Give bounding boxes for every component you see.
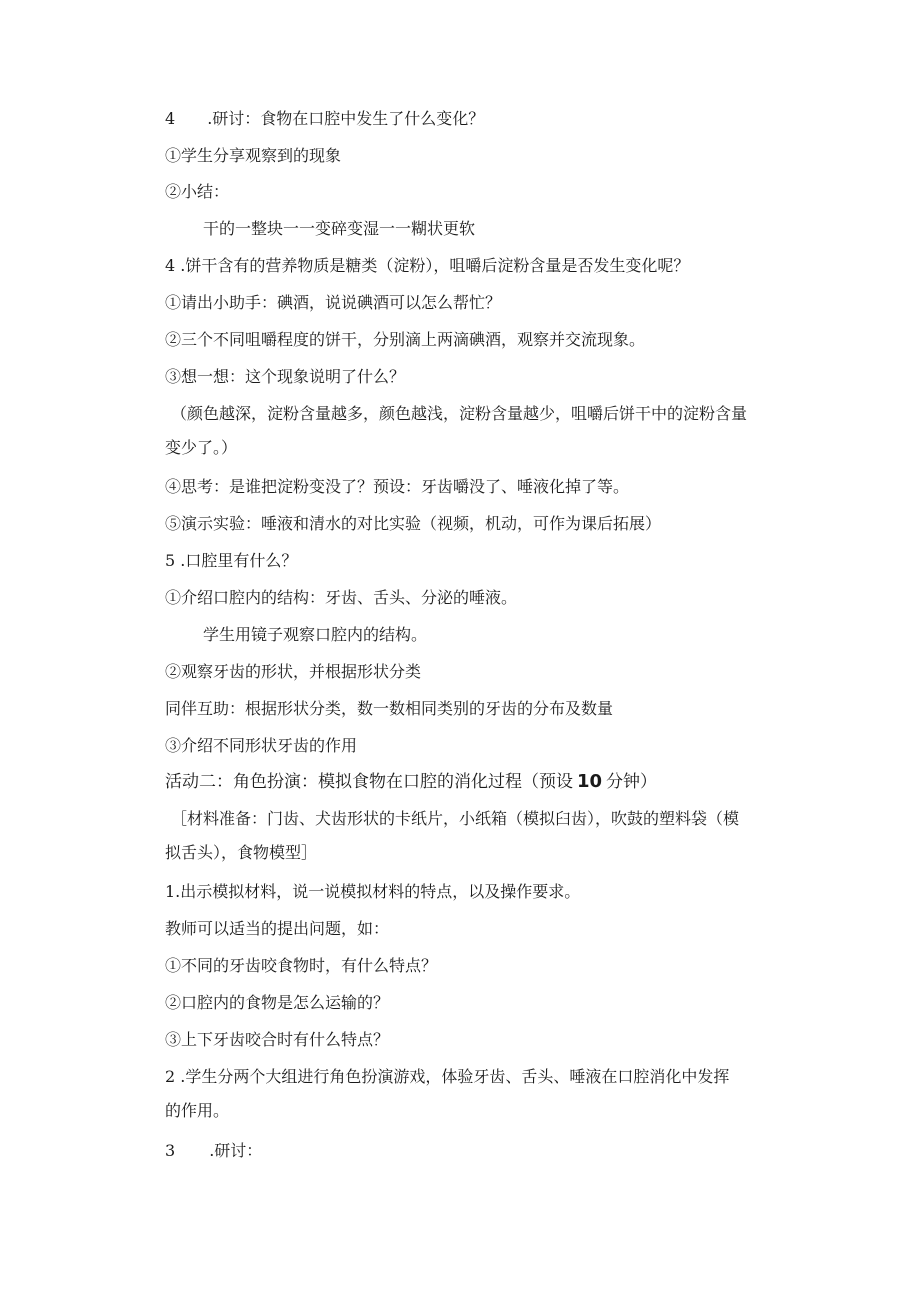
line-role-play-cont: 的作用。 xyxy=(165,1101,230,1120)
line-discussion-3 xyxy=(165,1139,262,1163)
line-iodine-helper: ①请出小助手：碘酒，说说碘酒可以怎么帮忙？ xyxy=(165,293,502,312)
line-question-2: ②口腔内的食物是怎么运输的？ xyxy=(165,993,390,1012)
line-mouth-contents: 5 .口腔里有什么？ xyxy=(165,551,298,570)
line-summary: ②小结： xyxy=(165,182,230,201)
line-teeth-shape: ②观察牙齿的形状，并根据形状分类 xyxy=(165,662,422,681)
line-think: ③想一想：这个现象说明了什么？ xyxy=(165,367,406,386)
line-discussion-4 xyxy=(165,107,484,131)
heading-minutes: 10 xyxy=(577,771,603,792)
item-number: 4 xyxy=(165,109,176,128)
line-share: ①学生分享观察到的现象 xyxy=(165,146,342,165)
line-role-play: 2 .学生分两个大组进行角色扮演游戏，体验牙齿、舌头、唾液在口腔消化中发挥 xyxy=(165,1067,730,1086)
line-color-explanation: （颜色越深，淀粉含量越多，颜色越浅，淀粉含量越少，咀嚼后饼干中的淀粉含量 xyxy=(171,404,748,423)
item-text: .研讨： xyxy=(209,1141,263,1160)
line-color-explanation-cont: 变少了。） xyxy=(165,438,238,457)
line-summary-content: 干的一整块一一变碎变湿一一糊状更软 xyxy=(203,219,476,238)
line-materials-cont: 拟舌头），食物模型］ xyxy=(165,843,318,862)
activity-two-heading xyxy=(165,770,657,794)
line-reflect: ④思考：是谁把淀粉变没了？预设：牙齿嚼没了、唾液化掉了等。 xyxy=(165,477,630,496)
line-teeth-function: ③介绍不同形状牙齿的作用 xyxy=(165,736,358,755)
line-mirror-observe: 学生用镜子观察口腔内的结构。 xyxy=(203,625,428,644)
line-show-materials: 1.出示模拟材料，说一说模拟材料的特点，以及操作要求。 xyxy=(165,882,581,901)
line-teacher-questions: 教师可以适当的提出问题，如： xyxy=(165,919,390,938)
line-three-biscuits: ②三个不同咀嚼程度的饼干，分别滴上两滴碘酒，观察并交流现象。 xyxy=(165,330,646,349)
line-mouth-structure: ①介绍口腔内的结构：牙齿、舌头、分泌的唾液。 xyxy=(165,588,518,607)
line-materials: ［材料准备：门齿、犬齿形状的卡纸片，小纸箱（模拟臼齿），吹鼓的塑料袋（模 xyxy=(171,809,740,828)
line-biscuit-nutrient: 4 .饼干含有的营养物质是糖类（淀粉），咀嚼后淀粉含量是否发生变化呢？ xyxy=(165,256,690,275)
line-peer-help: 同伴互助：根据形状分类，数一数相同类别的牙齿的分布及数量 xyxy=(165,699,614,718)
line-question-1: ①不同的牙齿咬食物时，有什么特点？ xyxy=(165,956,438,975)
line-question-3: ③上下牙齿咬合时有什么特点？ xyxy=(165,1030,390,1049)
heading-unit: 分钟） xyxy=(606,772,658,792)
item-number: 3 xyxy=(165,1141,176,1160)
heading-text: 活动二：角色扮演：模拟食物在口腔的消化过程（预设 xyxy=(165,772,573,792)
line-demo-experiment: ⑤演示实验：唾液和清水的对比实验（视频，机动，可作为课后拓展） xyxy=(165,514,662,533)
item-text: .研讨：食物在口腔中发生了什么变化？ xyxy=(207,109,485,128)
